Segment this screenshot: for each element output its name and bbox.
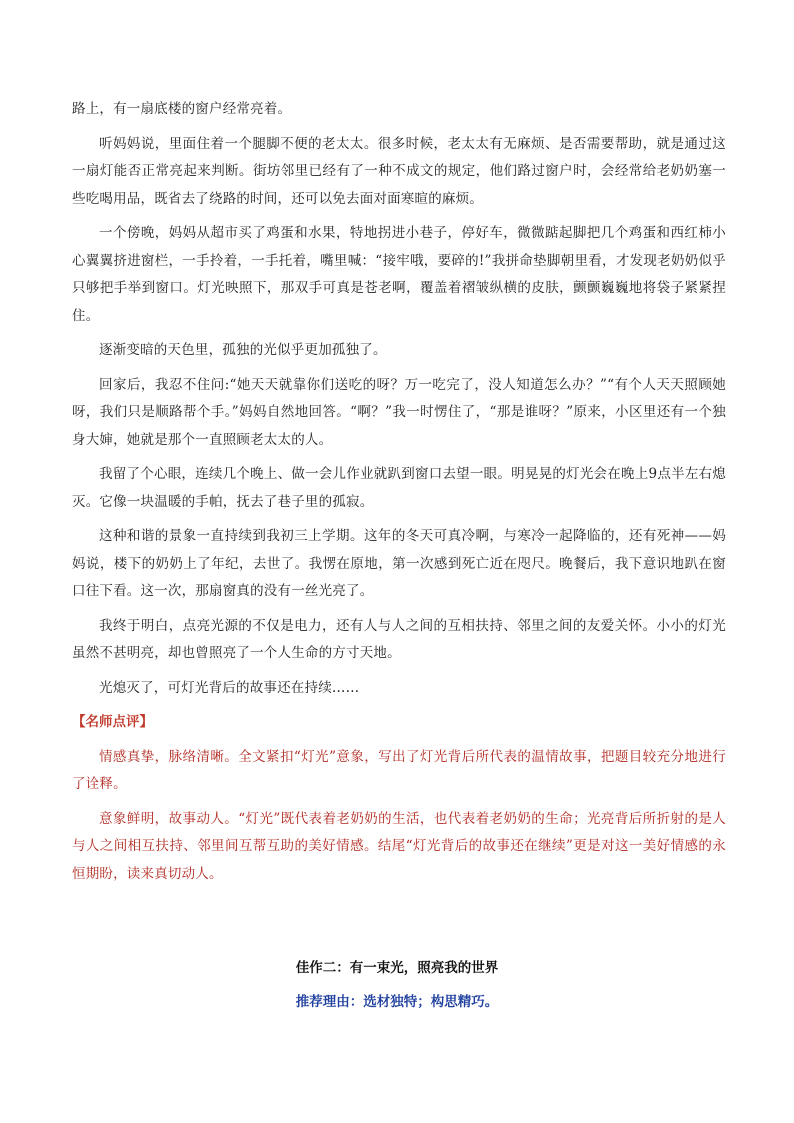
next-essay-title: 佳作二：有一束光，照亮我的世界: [295, 960, 499, 976]
review-heading: 【名师点评】: [72, 714, 153, 730]
essay-paragraph: 我终于明白，点亮光源的不仅是电力，还有人与人之间的互相扶持、邻里之间的友爱关怀。小小的灯光虽然不甚明亮，却也曾照亮了一个人生命的方寸天地。: [72, 617, 726, 661]
essay-paragraph: 我留了个心眼，连续几个晚上、做一会儿作业就趴到窗口去望一眼。明晃晃的灯光会在晚上9点半左右熄灭。它像一块温暖的手帕，抚去了巷子里的孤寂。: [72, 466, 726, 510]
essay-paragraph: 听妈妈说，里面住着一个腿脚不便的老太太。很多时候，老太太有无麻烦、是否需要帮助，就是通过这一扇灯能否正常亮起来判断。街坊邻里已经有了一种不成文的规定，他们路过窗户时，会经常给老奶奶塞一些吃喝用品，既省去了绕路的时间，还可以免去面对面寒暄的麻烦。: [72, 135, 726, 207]
essay-paragraph: 一个傍晚，妈妈从超市买了鸡蛋和水果，特地拐进小巷子，停好车，微微踮起脚把几个鸡蛋和西红柿小心翼翼挤进窗栏，一手拎着，一手托着，嘴里喊：“接牢哦，要碎的!”我拼命垫脚朝里看，才发现老奶奶似乎只够把手举到窗口。灯光映照下，那双手可真是苍老啊，覆盖着褶皱纵横的皮肤，颤颤巍巍地将袋子紧紧捏住。: [72, 225, 726, 324]
review-paragraph: 意象鲜明，故事动人。“灯光”既代表着老奶奶的生活，也代表着老奶奶的生命；光亮背后所折射的是人与人之间相互扶持、邻里间互帮互助的美好情感。结尾“灯光背后的故事还在继续”更是对这一美好情感的永恒期盼，读来真切动人。: [72, 810, 726, 882]
essay-paragraph: 路上，有一扇底楼的窗户经常亮着。: [72, 101, 292, 117]
review-paragraph: 情感真挚，脉络清晰。全文紧扣“灯光”意象，写出了灯光背后所代表的温情故事，把题目较充分地进行了诠释。: [72, 748, 726, 792]
essay-paragraph: 逐渐变暗的天色里，孤独的光似乎更加孤独了。: [99, 342, 387, 358]
essay-paragraph: 这种和谐的景象一直持续到我初三上学期。这年的冬天可真冷啊，与寒冷一起降临的，还有死神——妈妈说，楼下的奶奶上了年纪，去世了。我愣在原地，第一次感到死亡近在咫尺。晚餐后，我下意识地趴在窗口往下看。这一次，那扇窗真的没有一丝光亮了。: [72, 528, 726, 599]
essay-paragraph: 回家后，我忍不住问:“她天天就靠你们送吃的呀？万一吃完了，没人知道怎么办？”“有个人天天照顾她呀，我们只是顺路帮个手。”妈妈自然地回答。“啊？”我一时愣住了，“那是谁呀？”原来，小区里还有一个独身大婶，她就是那个一直照顾老太太的人。: [72, 376, 726, 448]
essay-paragraph: 光熄灭了，可灯光背后的故事还在持续……: [99, 679, 360, 696]
essay-body: [72, 96, 726, 888]
recommendation-reason: 推荐理由：选材独特；构思精巧。: [295, 994, 499, 1010]
